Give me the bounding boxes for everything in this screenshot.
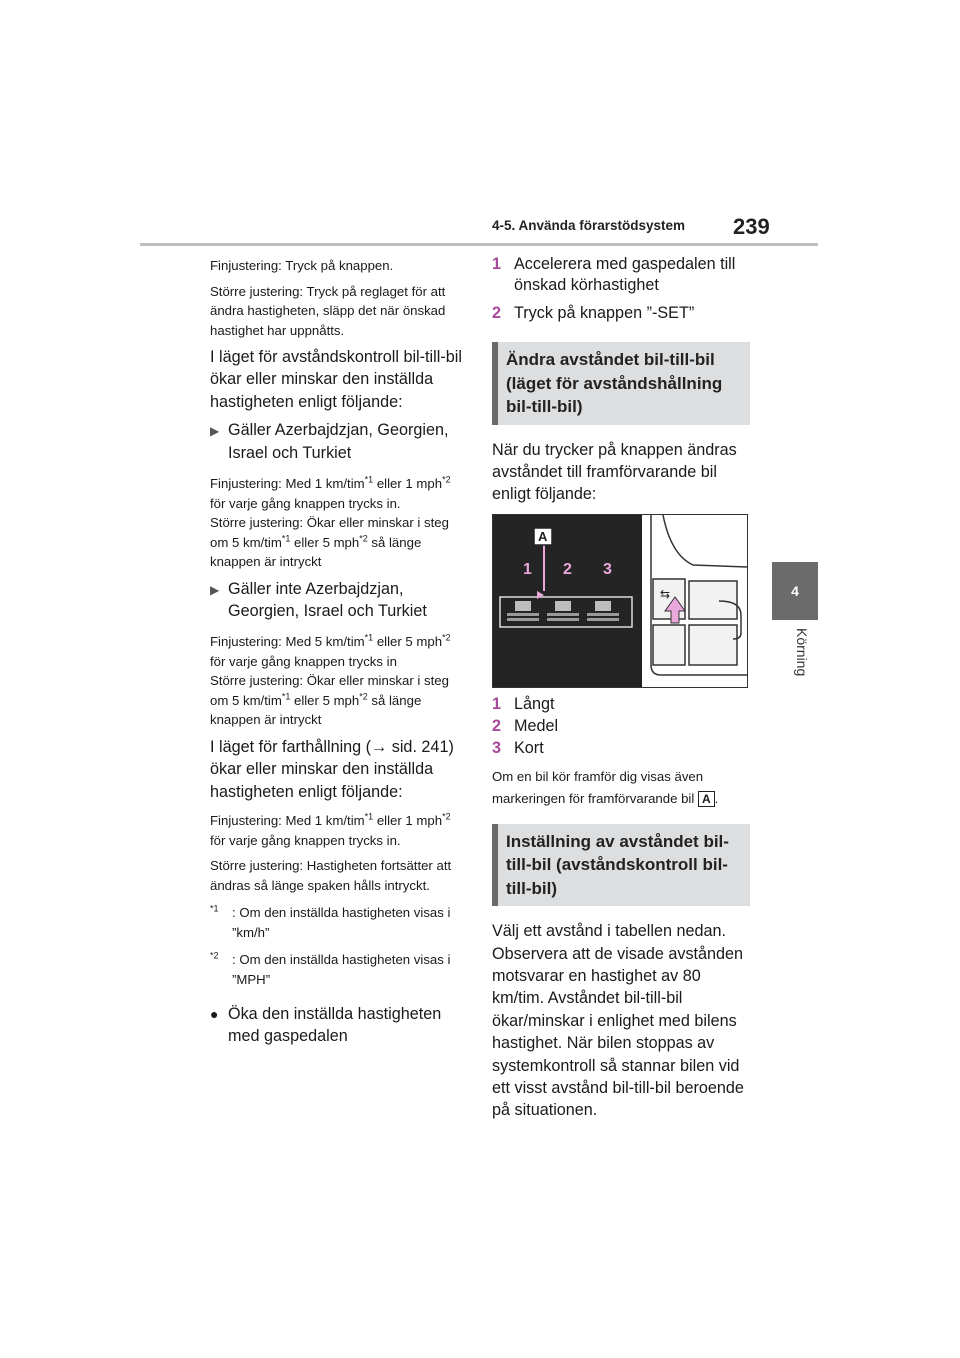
option-long: 1 Långt — [492, 694, 555, 713]
paragraph-press-button: När du trycker på knappen ändras avståndet till framförvarande bil enligt följande: — [492, 440, 737, 504]
text-coarse-adjust: Större justering: Tryck på reglaget för att ändra hastigheten, släpp det när önskad hastighet har uppnåtts. — [210, 283, 446, 338]
bullet-dot-icon: ● — [210, 1006, 219, 1023]
text-spec-2: Finjustering: Med 5 km/tim$^{*1}$ eller 5 mph$^{*2}$ för varje gång knappen trycks in Större justering: Ökar eller minskar i steg om 5 km/tim$^{*1}$ eller 5 mph$^{*2}$ så länge knappen är intryckt — [210, 632, 451, 728]
section-title: 4-5. Använda förarstödsystem — [492, 218, 686, 233]
illustration-svg — [493, 515, 747, 687]
step-2: 2 Tryck på knappen ”-SET” — [492, 304, 695, 322]
chapter-label: Körning — [794, 628, 810, 677]
section-heading-change-distance: Ändra avståndet bil-till-bil (läget för avståndshållning bil-till-bil) — [492, 342, 750, 425]
left-column — [210, 256, 468, 1048]
text-spec-3: Finjustering: Med 1 km/tim$^{*1}$ eller 1 mph$^{*2}$ för varje gång knappen trycks in. — [210, 811, 451, 848]
paragraph-distance-mode: I läget för avståndskontroll bil-till-bil ökar eller minskar den inställda hastigheten enligt följande: — [210, 348, 462, 411]
figure-number-1: 1 — [523, 560, 532, 578]
page-number: 239 — [733, 214, 770, 239]
option-medium: 2 Medel — [492, 716, 559, 735]
callout-a-badge: A — [698, 791, 715, 807]
subheading-text: Gäller Azerbajdzjan, Georgien, Israel och Turkiet — [228, 421, 449, 462]
step-1: 1 Accelerera med gaspedalen till önskad körhastighet — [492, 255, 736, 294]
triangle-icon: ▶ — [210, 582, 220, 597]
section-heading-distance-setting: Inställning av avståndet bil-till-bil (avståndskontroll bil-till-bil) — [492, 824, 750, 907]
bullet-item — [210, 1003, 468, 1048]
right-column — [492, 254, 750, 1130]
subheading-text: Gäller inte Azerbajdzjan, Georgien, Israel och Turkiet — [228, 579, 427, 620]
text-fine-adjust: Finjustering: Tryck på knappen. — [210, 258, 394, 273]
note-front-vehicle: Om en bil kör framför dig visas även markeringen för framförvarande bil A . — [492, 768, 719, 807]
figure-number-3: 3 — [603, 560, 612, 578]
paragraph-select-distance: Välj ett avstånd i tabellen nedan. Observera att de visade avstånden motsvarar en hastighet av 80 km/tim. Avståndet bil-till-bil ökar/minskar i enlighet med bilens hastighet. När bilen stoppas av systemkontroll så stannar bilen vid ett visst avstånd bil-till-bil beroende på situationen. — [492, 922, 744, 1120]
figure-number-2: 2 — [563, 560, 572, 578]
text-spec-1: Finjustering: Med 1 km/tim$^{*1}$ eller 1 mph$^{*2}$ för varje gång knappen trycks in. Större justering: Ökar eller minskar i steg om 5 km/tim$^{*1}$ eller 5 mph$^{*2}$ så länge knappen är intryckt — [210, 474, 451, 570]
bullet-text: Öka den inställda hastigheten med gaspedalen — [228, 1005, 442, 1046]
chapter-tab: 4 — [772, 562, 818, 620]
paragraph-cruise-mode: I läget för farthållning (→ sid. 241) ökar eller minskar den inställda hastigheten enligt följande: — [210, 737, 454, 801]
footnote-1: $^{*1}$ : Om den inställda hastigheten visas i ”km/h” — [210, 903, 451, 940]
header-rule — [140, 243, 818, 246]
footnote-2: $^{*2}$ : Om den inställda hastigheten visas i ”MPH” — [210, 950, 451, 987]
triangle-icon: ▶ — [210, 424, 220, 439]
option-short: 3 Kort — [492, 738, 544, 757]
distance-button-illustration — [492, 514, 748, 688]
subheading-applies — [210, 419, 468, 464]
svg-text:⇆: ⇆ — [660, 586, 671, 601]
text-coarse-cruise: Större justering: Hastigheten fortsätter att ändras så länge spaken hålls intryckt. — [210, 858, 452, 893]
subheading-not-applies — [210, 578, 468, 623]
callout-a-label: A — [538, 528, 548, 544]
